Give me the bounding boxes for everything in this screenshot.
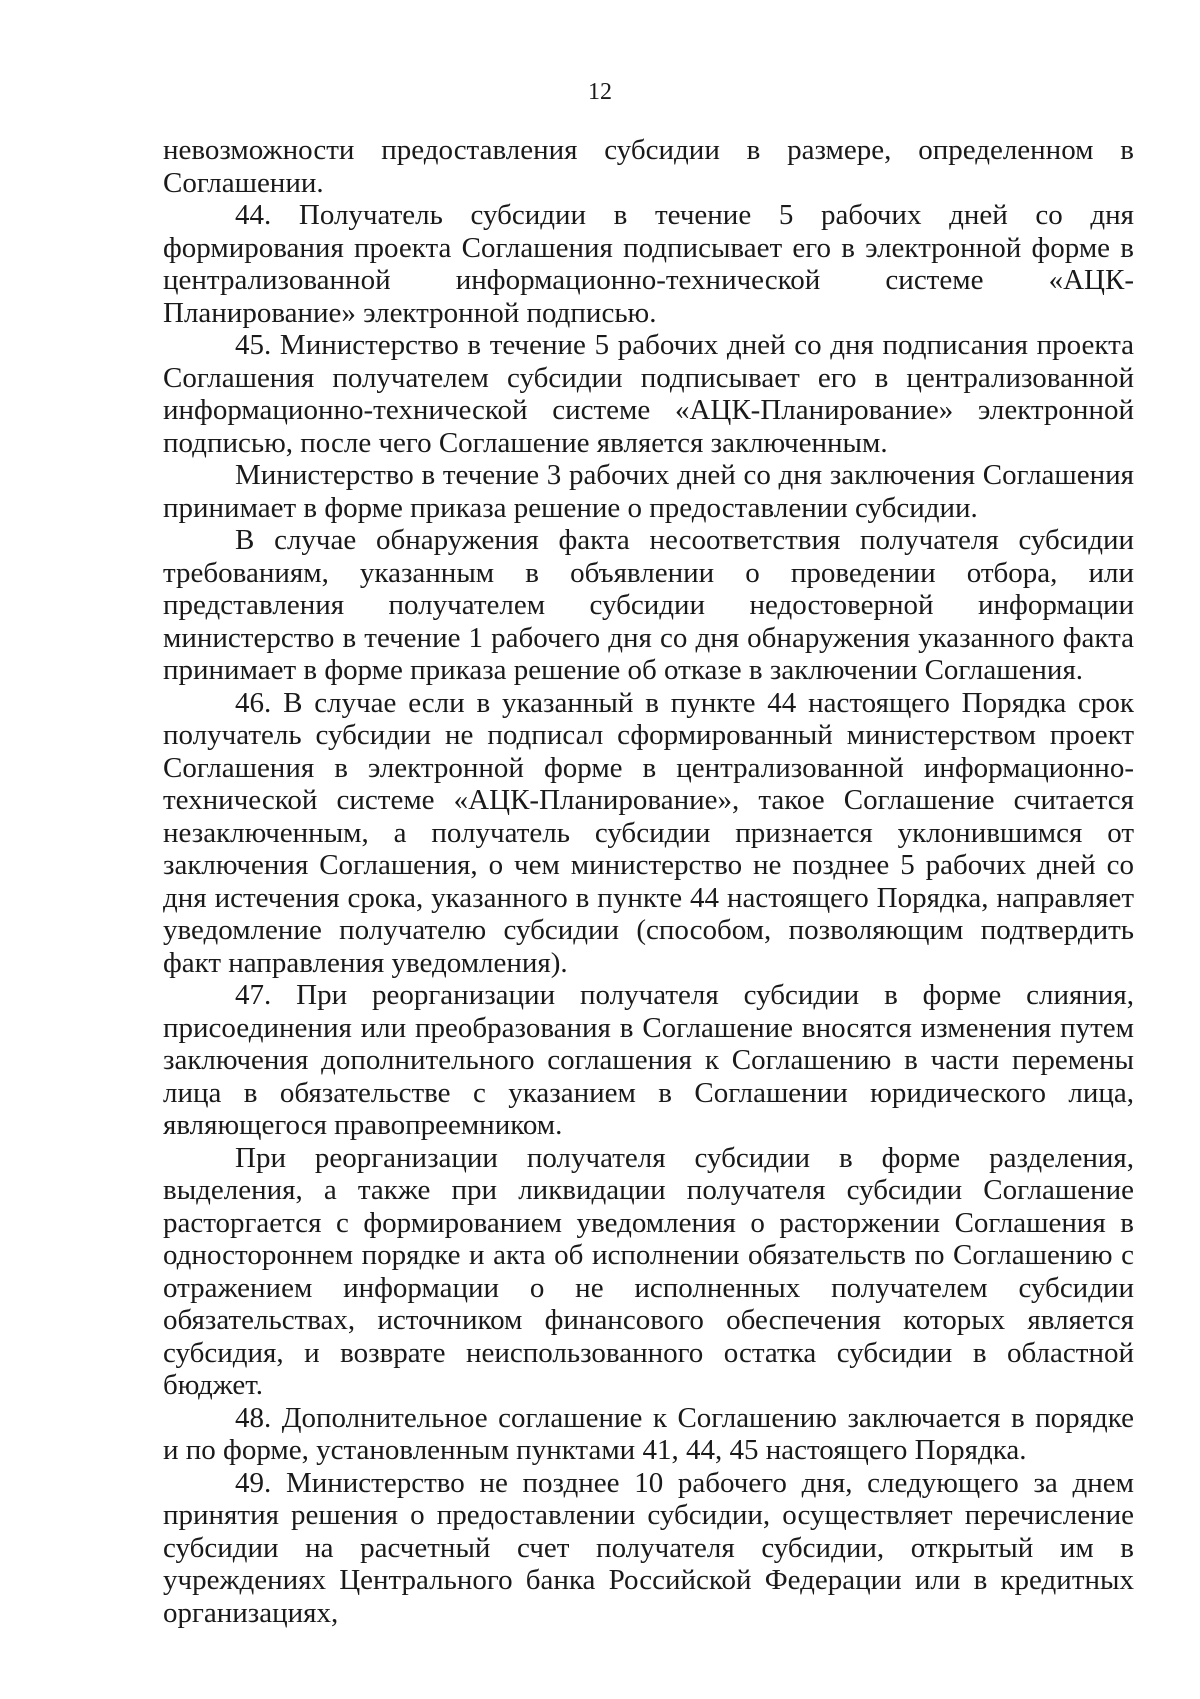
paragraph-item-47: 47. При реорганизации получателя субсидии в форме слияния, присоединения или преобразования в Соглашение вносятся изменения путем заключения дополнительного соглашения к Соглашению в части перемены лица в обязательстве с указанием в Соглашении юридического лица, являющегося правопреемником. xyxy=(163,979,1134,1141)
paragraph-item-45: 45. Министерство в течение 5 рабочих дней со дня подписания проекта Соглашения получателем субсидии подписывает его в централизованной информационно-технической системе «АЦК-Планирование» электронной подписью, после чего Соглашение является заключенным. xyxy=(163,329,1134,459)
page-number: 12 xyxy=(588,79,612,105)
paragraph-item-49: 49. Министерство не позднее 10 рабочего дня, следующего за днем принятия решения о предоставлении субсидии, осуществляет перечисление субсидии на расчетный счет получателя субсидии, открытый им в учреждениях Центрального банка Российской Федерации или в кредитных организациях, xyxy=(163,1466,1134,1629)
paragraph-continuation: невозможности предоставления субсидии в размере, определенном в Соглашении. xyxy=(163,134,1134,199)
paragraph-item-44: 44. Получатель субсидии в течение 5 рабочих дней со дня формирования проекта Соглашения подписывает его в электронной форме в централизованной информационно-технической системе «АЦК-Планирование» электронной подписью. xyxy=(163,199,1134,329)
paragraph-item-45-decision: Министерство в течение 3 рабочих дней со дня заключения Соглашения принимает в форме приказа решение о предоставлении субсидии. xyxy=(163,459,1134,524)
document-body xyxy=(163,134,1134,1629)
paragraph-item-45-refusal: В случае обнаружения факта несоответствия получателя субсидии требованиям, указанным в объявлении о проведении отбора, или представления получателем субсидии недостоверной информации министерство в течение 1 рабочего дня со дня обнаружения указанного факта принимает в форме приказа решение об отказе в заключении Соглашения. xyxy=(163,524,1134,686)
paragraph-item-48: 48. Дополнительное соглашение к Соглашению заключается в порядке и по форме, установленным пунктами 41, 44, 45 настоящего Порядка. xyxy=(163,1401,1134,1466)
paragraph-item-47-termination: При реорганизации получателя субсидии в форме разделения, выделения, а также при ликвидации получателя субсидии Соглашение расторгается с формированием уведомления о расторжении Соглашения в одностороннем порядке и акта об исполнении обязательств по Соглашению с отражением информации о не исполненных получателем субсидии обязательствах, источником финансового обеспечения которых является субсидия, и возврате неиспользованного остатка субсидии в областной бюджет. xyxy=(163,1141,1134,1401)
paragraph-item-46: 46. В случае если в указанный в пункте 44 настоящего Порядка срок получатель субсидии не подписал сформированный министерством проект Соглашения в электронной форме в централизованной информационно-технической системе «АЦК-Планирование», такое Соглашение считается незаключенным, а получатель субсидии признается уклонившимся от заключения Соглашения, о чем министерство не позднее 5 рабочих дней со дня истечения срока, указанного в пункте 44 настоящего Порядка, направляет уведомление получателю субсидии (способом, позволяющим подтвердить факт направления уведомления). xyxy=(163,686,1134,979)
